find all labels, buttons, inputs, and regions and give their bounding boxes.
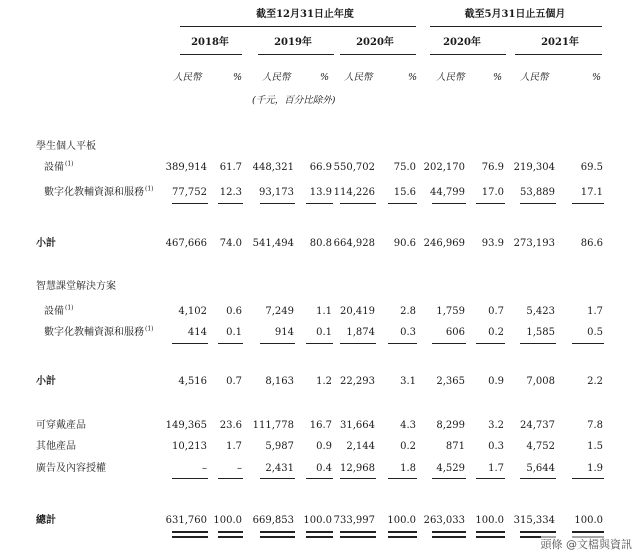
- percent-cell: 1.5: [587, 441, 603, 452]
- column-rule: [432, 531, 466, 533]
- percent-cell: 1.1: [316, 306, 332, 317]
- amount-cell: 389,914: [165, 162, 207, 173]
- percent-cell: 2.2: [587, 376, 603, 387]
- amount-cell: 414: [187, 327, 207, 338]
- percent-cell: 0.7: [226, 376, 242, 387]
- amount-cell: 5,423: [526, 306, 555, 317]
- percent-cell: 0.5: [587, 327, 603, 338]
- column-rule: [260, 536, 295, 538]
- section-label-smart-classroom: 智慧課堂解決方案: [36, 281, 116, 292]
- row-label: 數字化教輔資源和服務: [44, 327, 144, 338]
- unit-pct: %: [408, 72, 418, 83]
- percent-cell: 76.9: [481, 162, 504, 173]
- column-rule: [340, 536, 376, 538]
- unit-rmb: 人民幣: [436, 72, 465, 83]
- column-rule: [172, 536, 208, 538]
- period-header-2021-5m: 2021年: [541, 37, 579, 48]
- column-rule: [218, 203, 243, 204]
- column-rule: [432, 343, 466, 344]
- column-rule: [572, 343, 604, 344]
- unit-rmb: 人民幣: [520, 72, 549, 83]
- percent-cell: 1.7: [488, 463, 504, 474]
- column-rule: [260, 478, 295, 479]
- column-rule: [520, 203, 556, 204]
- amount-cell: 53,889: [520, 187, 555, 198]
- period-header-2018: 2018年: [191, 37, 229, 48]
- percent-cell: 74.0: [219, 238, 242, 249]
- column-rule: [306, 343, 333, 344]
- percent-cell: 1.9: [587, 463, 603, 474]
- column-rule: [306, 478, 333, 479]
- period-rule-2020: [340, 54, 416, 55]
- footnote-marker: (1): [65, 160, 74, 168]
- unit-rmb: 人民幣: [173, 72, 202, 83]
- percent-cell: 12.3: [219, 187, 242, 198]
- amount-cell: 273,193: [513, 238, 555, 249]
- amount-cell: –: [202, 463, 207, 474]
- amount-cell: 2,365: [436, 376, 465, 387]
- column-rule: [340, 343, 376, 344]
- percent-cell: 0.3: [488, 441, 504, 452]
- amount-cell: 2,144: [346, 441, 375, 452]
- percent-cell: 90.6: [393, 238, 416, 249]
- unit-rmb: 人民幣: [344, 72, 373, 83]
- column-rule: [388, 536, 417, 538]
- percent-cell: 4.3: [400, 420, 416, 431]
- amount-cell: 77,752: [172, 187, 207, 198]
- row-label: 設備: [44, 306, 64, 317]
- amount-cell: 111,778: [252, 420, 294, 431]
- footnote-marker: (1): [145, 185, 154, 193]
- group-rule-five-months: [430, 26, 602, 27]
- percent-cell: 17.0: [481, 187, 504, 198]
- amount-cell: 7,249: [265, 306, 294, 317]
- period-rule-2019: [258, 54, 334, 55]
- percent-cell: 61.7: [219, 162, 242, 173]
- column-rule: [218, 536, 243, 538]
- column-rule: [172, 478, 208, 479]
- amount-cell: 5,987: [265, 441, 294, 452]
- row-label: 總計: [36, 515, 56, 526]
- row-label: 小計: [36, 376, 56, 387]
- amount-cell: 93,173: [259, 187, 294, 198]
- percent-cell: 2.8: [400, 306, 416, 317]
- footnote-marker: (1): [65, 304, 74, 312]
- group-header-five-months: 截至5月31日止五個月: [464, 9, 566, 20]
- period-header-2020-5m: 2020年: [443, 37, 481, 48]
- row-label-footnote: [65, 162, 74, 174]
- row-label: 設備: [44, 162, 64, 173]
- amount-cell: 31,664: [340, 420, 375, 431]
- percent-cell: 0.9: [316, 441, 332, 452]
- amount-cell: 202,170: [423, 162, 465, 173]
- column-rule: [340, 531, 376, 533]
- percent-cell: 1.7: [587, 306, 603, 317]
- amount-cell: 114,226: [333, 187, 375, 198]
- amount-cell: 669,853: [252, 515, 294, 526]
- column-rule: [432, 478, 466, 479]
- column-rule: [260, 203, 295, 204]
- unit-pct: %: [493, 72, 503, 83]
- percent-cell: 100.0: [303, 515, 332, 526]
- amount-cell: 631,760: [165, 515, 207, 526]
- percent-cell: 100.0: [213, 515, 242, 526]
- percent-cell: 0.7: [488, 306, 504, 317]
- column-rule: [306, 203, 333, 204]
- percent-cell: 0.2: [400, 441, 416, 452]
- percent-cell: 80.8: [309, 238, 332, 249]
- column-rule: [340, 478, 376, 479]
- group-rule-year: [180, 26, 416, 27]
- amount-cell: 8,163: [265, 376, 294, 387]
- row-label: 數字化教輔資源和服務: [44, 187, 144, 198]
- amount-cell: 12,968: [340, 463, 375, 474]
- amount-cell: 733,997: [333, 515, 375, 526]
- unit-pct: %: [320, 72, 330, 83]
- percent-cell: 1.8: [400, 463, 416, 474]
- column-rule: [432, 203, 466, 204]
- percent-cell: 1.7: [226, 441, 242, 452]
- amount-cell: 24,737: [520, 420, 555, 431]
- percent-cell: 1.2: [316, 376, 332, 387]
- column-rule: [520, 478, 556, 479]
- amount-cell: 467,666: [165, 238, 207, 249]
- unit-pct: %: [592, 72, 602, 83]
- percent-cell: 0.4: [316, 463, 332, 474]
- percent-cell: –: [237, 463, 242, 474]
- percent-cell: 100.0: [475, 515, 504, 526]
- row-label: 廣告及內容授權: [36, 463, 106, 474]
- amount-cell: 22,293: [340, 376, 375, 387]
- amount-cell: 1,759: [436, 306, 465, 317]
- column-rule: [476, 343, 505, 344]
- column-rule: [572, 478, 604, 479]
- column-rule: [218, 478, 243, 479]
- period-rule-2021-5m: [515, 54, 602, 55]
- percent-cell: 0.6: [226, 306, 242, 317]
- row-label: 小計: [36, 238, 56, 249]
- amount-cell: 4,529: [436, 463, 465, 474]
- percent-cell: 75.0: [393, 162, 416, 173]
- column-rule: [340, 203, 376, 204]
- percent-cell: 0.1: [226, 327, 242, 338]
- unit-pct: %: [233, 72, 243, 83]
- section-label-student-tablet: 學生個人平板: [36, 141, 96, 152]
- column-rule: [476, 536, 505, 538]
- amount-cell: 263,033: [423, 515, 465, 526]
- column-rule: [520, 343, 556, 344]
- column-rule: [520, 531, 556, 533]
- column-rule: [218, 343, 243, 344]
- percent-cell: 3.1: [400, 376, 416, 387]
- percent-cell: 100.0: [574, 515, 603, 526]
- unit-rmb: 人民幣: [262, 72, 291, 83]
- amount-cell: 246,969: [423, 238, 465, 249]
- unit-note: (千元，百分比除外): [252, 95, 336, 106]
- amount-cell: 219,304: [513, 162, 555, 173]
- column-rule: [260, 531, 295, 533]
- column-rule: [388, 531, 417, 533]
- percent-cell: 0.1: [316, 327, 332, 338]
- column-rule: [432, 536, 466, 538]
- percent-cell: 86.6: [580, 238, 603, 249]
- percent-cell: 0.3: [400, 327, 416, 338]
- column-rule: [476, 531, 505, 533]
- amount-cell: 4,102: [178, 306, 207, 317]
- amount-cell: 914: [274, 327, 294, 338]
- percent-cell: 93.9: [481, 238, 504, 249]
- amount-cell: 871: [445, 441, 465, 452]
- column-rule: [172, 343, 208, 344]
- amount-cell: 20,419: [340, 306, 375, 317]
- amount-cell: 664,928: [333, 238, 375, 249]
- percent-cell: 7.8: [587, 420, 603, 431]
- amount-cell: 315,334: [513, 515, 555, 526]
- amount-cell: 606: [445, 327, 465, 338]
- amount-cell: 448,321: [252, 162, 294, 173]
- percent-cell: 13.9: [309, 187, 332, 198]
- column-rule: [260, 343, 295, 344]
- amount-cell: 7,008: [526, 376, 555, 387]
- amount-cell: 2,431: [265, 463, 294, 474]
- group-header-year: 截至12月31日止年度: [256, 9, 354, 20]
- row-label-footnote: [65, 306, 74, 318]
- percent-cell: 23.6: [219, 420, 242, 431]
- row-label: 可穿戴產品: [36, 420, 86, 431]
- percent-cell: 69.5: [580, 162, 603, 173]
- watermark: 頭條 @文檔與資訊: [540, 538, 632, 551]
- amount-cell: 1,874: [346, 327, 375, 338]
- amount-cell: 4,752: [526, 441, 555, 452]
- amount-cell: 550,702: [333, 162, 375, 173]
- column-rule: [306, 536, 333, 538]
- column-rule: [476, 203, 505, 204]
- percent-cell: 3.2: [488, 420, 504, 431]
- period-header-2019: 2019年: [274, 37, 312, 48]
- percent-cell: 15.6: [393, 187, 416, 198]
- period-rule-2018: [180, 54, 242, 55]
- column-rule: [388, 478, 417, 479]
- column-rule: [388, 343, 417, 344]
- percent-cell: 100.0: [387, 515, 416, 526]
- column-rule: [218, 531, 243, 533]
- footnote-marker: (1): [145, 325, 154, 333]
- row-label: 其他產品: [36, 441, 76, 452]
- period-rule-2020-5m: [430, 54, 506, 55]
- amount-cell: 1,585: [526, 327, 555, 338]
- column-rule: [572, 531, 604, 533]
- column-rule: [572, 203, 604, 204]
- column-rule: [172, 203, 208, 204]
- column-rule: [306, 531, 333, 533]
- period-header-2020: 2020年: [356, 37, 394, 48]
- amount-cell: 10,213: [172, 441, 207, 452]
- percent-cell: 17.1: [580, 187, 603, 198]
- amount-cell: 5,644: [526, 463, 555, 474]
- amount-cell: 4,516: [178, 376, 207, 387]
- percent-cell: 0.2: [488, 327, 504, 338]
- column-rule: [172, 531, 208, 533]
- column-rule: [476, 478, 505, 479]
- percent-cell: 16.7: [309, 420, 332, 431]
- amount-cell: 8,299: [436, 420, 465, 431]
- percent-cell: 66.9: [309, 162, 332, 173]
- amount-cell: 541,494: [252, 238, 294, 249]
- percent-cell: 0.9: [488, 376, 504, 387]
- amount-cell: 44,799: [430, 187, 465, 198]
- column-rule: [388, 203, 417, 204]
- amount-cell: 149,365: [165, 420, 207, 431]
